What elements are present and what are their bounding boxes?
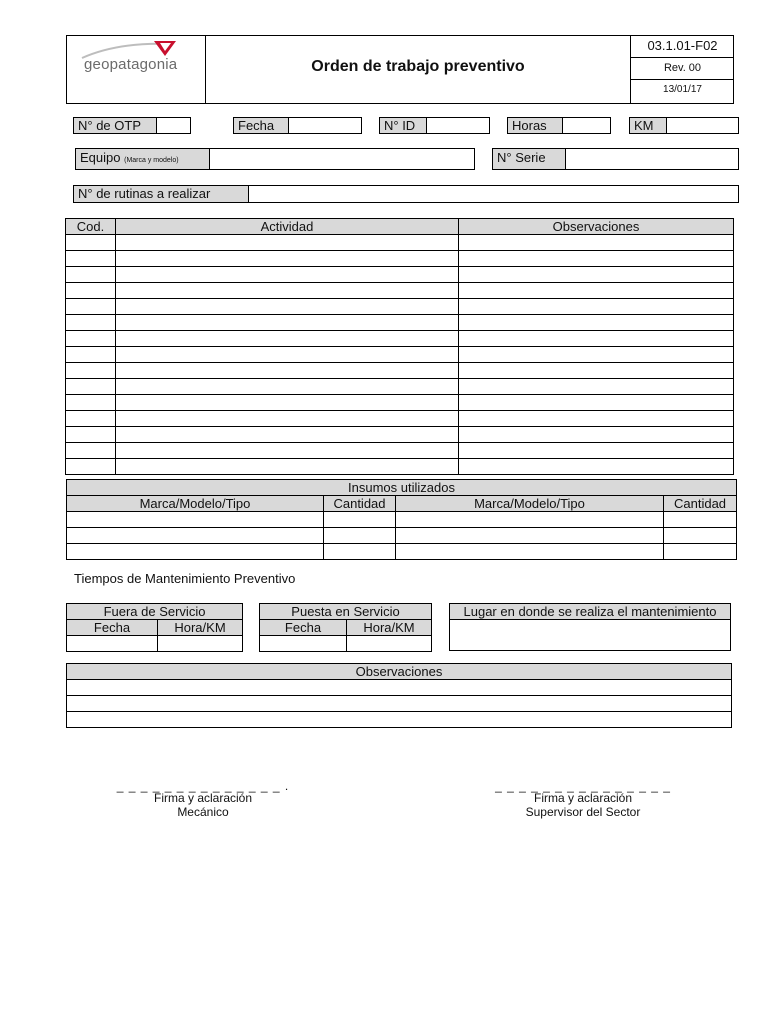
insumo-row — [67, 512, 737, 528]
insumo-row — [67, 544, 737, 560]
mecanico-signature-label: Firma y aclaración — [153, 791, 253, 805]
activity-row-cell[interactable] — [66, 443, 116, 459]
activity-row-cell[interactable] — [66, 283, 116, 299]
activity-row — [66, 235, 734, 251]
insumo-row-cell[interactable] — [67, 528, 324, 544]
insumo-row-cell[interactable] — [324, 544, 396, 560]
activity-row — [66, 315, 734, 331]
activity-row-cell[interactable] — [459, 427, 734, 443]
activity-row-cell[interactable] — [116, 443, 459, 459]
activity-row-cell[interactable] — [459, 395, 734, 411]
activity-row-cell[interactable] — [66, 427, 116, 443]
horas-input[interactable] — [562, 117, 611, 134]
insumo-row-cell[interactable] — [396, 512, 664, 528]
activity-row-cell[interactable] — [459, 363, 734, 379]
activity-row-cell[interactable] — [459, 347, 734, 363]
activity-row-cell[interactable] — [459, 411, 734, 427]
activity-row — [66, 379, 734, 395]
puesta-servicio-header-row — [260, 620, 432, 636]
activity-row — [66, 283, 734, 299]
activity-row-cell[interactable] — [116, 427, 459, 443]
insumo-row-cell[interactable] — [324, 528, 396, 544]
activity-row-cell[interactable] — [116, 459, 459, 475]
supervisor-signature-line: _ _ _ _ _ _ _ _ _ _ _ _ _ _ _ — [495, 779, 671, 793]
equipo-hint: (Marca y modelo) — [124, 157, 179, 164]
puesta-hora-km-header: Hora/KM — [347, 620, 432, 636]
cantidad-header-1: Cantidad — [324, 496, 396, 512]
activities-table-body — [66, 219, 734, 475]
puesta-hora-km-cell[interactable] — [347, 636, 432, 652]
activity-row-cell[interactable] — [116, 395, 459, 411]
marca-modelo-tipo-header-1: Marca/Modelo/Tipo — [67, 496, 324, 512]
activity-row-cell[interactable] — [459, 235, 734, 251]
activity-row-cell[interactable] — [66, 411, 116, 427]
activity-row-cell[interactable] — [66, 299, 116, 315]
activities-header-row — [66, 219, 734, 235]
activity-row-cell[interactable] — [116, 299, 459, 315]
activity-row-cell[interactable] — [66, 331, 116, 347]
observaciones-title: Observaciones — [67, 664, 732, 680]
observaciones-title-row — [67, 664, 732, 680]
activity-row-cell[interactable] — [459, 299, 734, 315]
observaciones-table-body — [67, 664, 732, 728]
serie-label: N° Serie — [492, 148, 566, 170]
insumos-table — [66, 479, 737, 560]
header-divider-h2 — [630, 79, 734, 80]
insumos-title-row — [67, 480, 737, 496]
observacion-row — [67, 680, 732, 696]
fuera-servicio-header-row — [67, 620, 243, 636]
activity-row-cell[interactable] — [459, 459, 734, 475]
document-code: 03.1.01-F02 — [647, 38, 718, 53]
equipo-input[interactable] — [209, 148, 475, 170]
activity-row-cell[interactable] — [66, 363, 116, 379]
insumo-row-cell[interactable] — [67, 512, 324, 528]
fuera-servicio-table — [66, 603, 243, 652]
activity-row-cell[interactable] — [66, 267, 116, 283]
cantidad-header-2: Cantidad — [664, 496, 737, 512]
marca-modelo-tipo-header-2: Marca/Modelo/Tipo — [396, 496, 664, 512]
document-revision: Rev. 00 — [663, 62, 702, 74]
fuera-hora-km-cell[interactable] — [158, 636, 243, 652]
puesta-fecha-header: Fecha — [260, 620, 347, 636]
fuera-hora-km-header: Hora/KM — [158, 620, 243, 636]
activity-row-cell[interactable] — [116, 283, 459, 299]
observaciones-column-header: Observaciones — [459, 219, 734, 235]
activity-row-cell[interactable] — [116, 315, 459, 331]
activity-row-cell[interactable] — [66, 395, 116, 411]
actividad-column-header: Actividad — [116, 219, 459, 235]
puesta-fecha-cell[interactable] — [260, 636, 347, 652]
activity-row-cell[interactable] — [66, 347, 116, 363]
km-input[interactable] — [666, 117, 739, 134]
puesta-servicio-title-row — [260, 604, 432, 620]
fecha-input[interactable] — [288, 117, 362, 134]
otp-input[interactable] — [156, 117, 191, 134]
activity-row-cell[interactable] — [116, 411, 459, 427]
activity-row-cell[interactable] — [116, 347, 459, 363]
activity-row-cell[interactable] — [459, 379, 734, 395]
activity-row — [66, 251, 734, 267]
insumos-title: Insumos utilizados — [67, 480, 737, 496]
insumo-row-cell[interactable] — [67, 544, 324, 560]
fuera-servicio-title-row — [67, 604, 243, 620]
lugar-label: Lugar en donde se realiza el mantenimiento — [449, 603, 731, 620]
observacion-row — [67, 696, 732, 712]
activity-row-cell[interactable] — [116, 363, 459, 379]
observacion-row — [67, 712, 732, 728]
mecanico-role: Mecánico — [177, 805, 229, 819]
activity-row-cell[interactable] — [459, 283, 734, 299]
observaciones-table — [66, 663, 732, 728]
activity-row-cell[interactable] — [116, 331, 459, 347]
fecha-label: Fecha — [233, 117, 289, 134]
insumo-row-cell[interactable] — [664, 528, 737, 544]
observacion-row-cell[interactable] — [67, 712, 732, 728]
insumo-row-cell[interactable] — [324, 512, 396, 528]
puesta-servicio-table — [259, 603, 432, 652]
activity-row-cell[interactable] — [116, 251, 459, 267]
activity-row — [66, 267, 734, 283]
insumo-row-cell[interactable] — [664, 512, 737, 528]
logo-text: geopatagonia — [84, 56, 178, 73]
serie-input[interactable] — [565, 148, 739, 170]
activity-row-cell[interactable] — [459, 251, 734, 267]
insumos-table-body — [67, 480, 737, 560]
fuera-servicio-title: Fuera de Servicio — [67, 604, 243, 620]
id-label: N° ID — [379, 117, 427, 134]
activity-row-cell[interactable] — [116, 267, 459, 283]
rutinas-input[interactable] — [248, 185, 739, 203]
mecanico-signature-line: _ _ _ _ _ _ _ _ _ _ _ _ _ _ . — [116, 779, 290, 793]
document-title: Orden de trabajo preventivo — [311, 58, 525, 75]
insumos-header-row — [67, 496, 737, 512]
document-date: 13/01/17 — [663, 84, 702, 95]
cod-column-header: Cod. — [66, 219, 116, 235]
insumo-row-cell[interactable] — [396, 544, 664, 560]
activity-row — [66, 363, 734, 379]
km-label: KM — [629, 117, 667, 134]
horas-label: Horas — [507, 117, 563, 134]
supervisor-signature-label: Firma y aclaración — [533, 791, 633, 805]
activity-row-cell[interactable] — [459, 267, 734, 283]
header-divider-h1 — [630, 57, 734, 58]
insumo-row-cell[interactable] — [396, 528, 664, 544]
id-input[interactable] — [426, 117, 490, 134]
activity-row — [66, 347, 734, 363]
activity-row-cell[interactable] — [116, 379, 459, 395]
activity-row — [66, 395, 734, 411]
activity-row — [66, 443, 734, 459]
insumo-row-cell[interactable] — [664, 544, 737, 560]
equipo-label — [75, 148, 210, 170]
activity-row — [66, 299, 734, 315]
lugar-input[interactable] — [449, 619, 731, 651]
observacion-row-cell[interactable] — [67, 680, 732, 696]
activity-row — [66, 427, 734, 443]
activity-row-cell[interactable] — [116, 235, 459, 251]
rutinas-label: N° de rutinas a realizar — [73, 185, 249, 203]
activities-table — [65, 218, 734, 475]
tiempos-title: Tiempos de Mantenimiento Preventivo — [74, 571, 296, 586]
observacion-row-cell[interactable] — [67, 696, 732, 712]
puesta-servicio-input-row — [260, 636, 432, 652]
fuera-fecha-cell[interactable] — [67, 636, 158, 652]
puesta-servicio-title: Puesta en Servicio — [260, 604, 432, 620]
company-logo — [78, 38, 198, 78]
fuera-servicio-input-row — [67, 636, 243, 652]
activity-row — [66, 331, 734, 347]
activity-row-cell[interactable] — [459, 443, 734, 459]
activity-row-cell[interactable] — [66, 379, 116, 395]
activity-row-cell[interactable] — [459, 315, 734, 331]
insumo-row — [67, 528, 737, 544]
supervisor-role: Supervisor del Sector — [525, 805, 641, 819]
fuera-fecha-header: Fecha — [67, 620, 158, 636]
activity-row — [66, 459, 734, 475]
activity-row-cell[interactable] — [459, 331, 734, 347]
activity-row-cell[interactable] — [66, 235, 116, 251]
activity-row-cell[interactable] — [66, 459, 116, 475]
activity-row — [66, 411, 734, 427]
otp-label: N° de OTP — [73, 117, 157, 134]
equipo-label-text: Equipo — [80, 150, 121, 165]
activity-row-cell[interactable] — [66, 251, 116, 267]
activity-row-cell[interactable] — [66, 315, 116, 331]
